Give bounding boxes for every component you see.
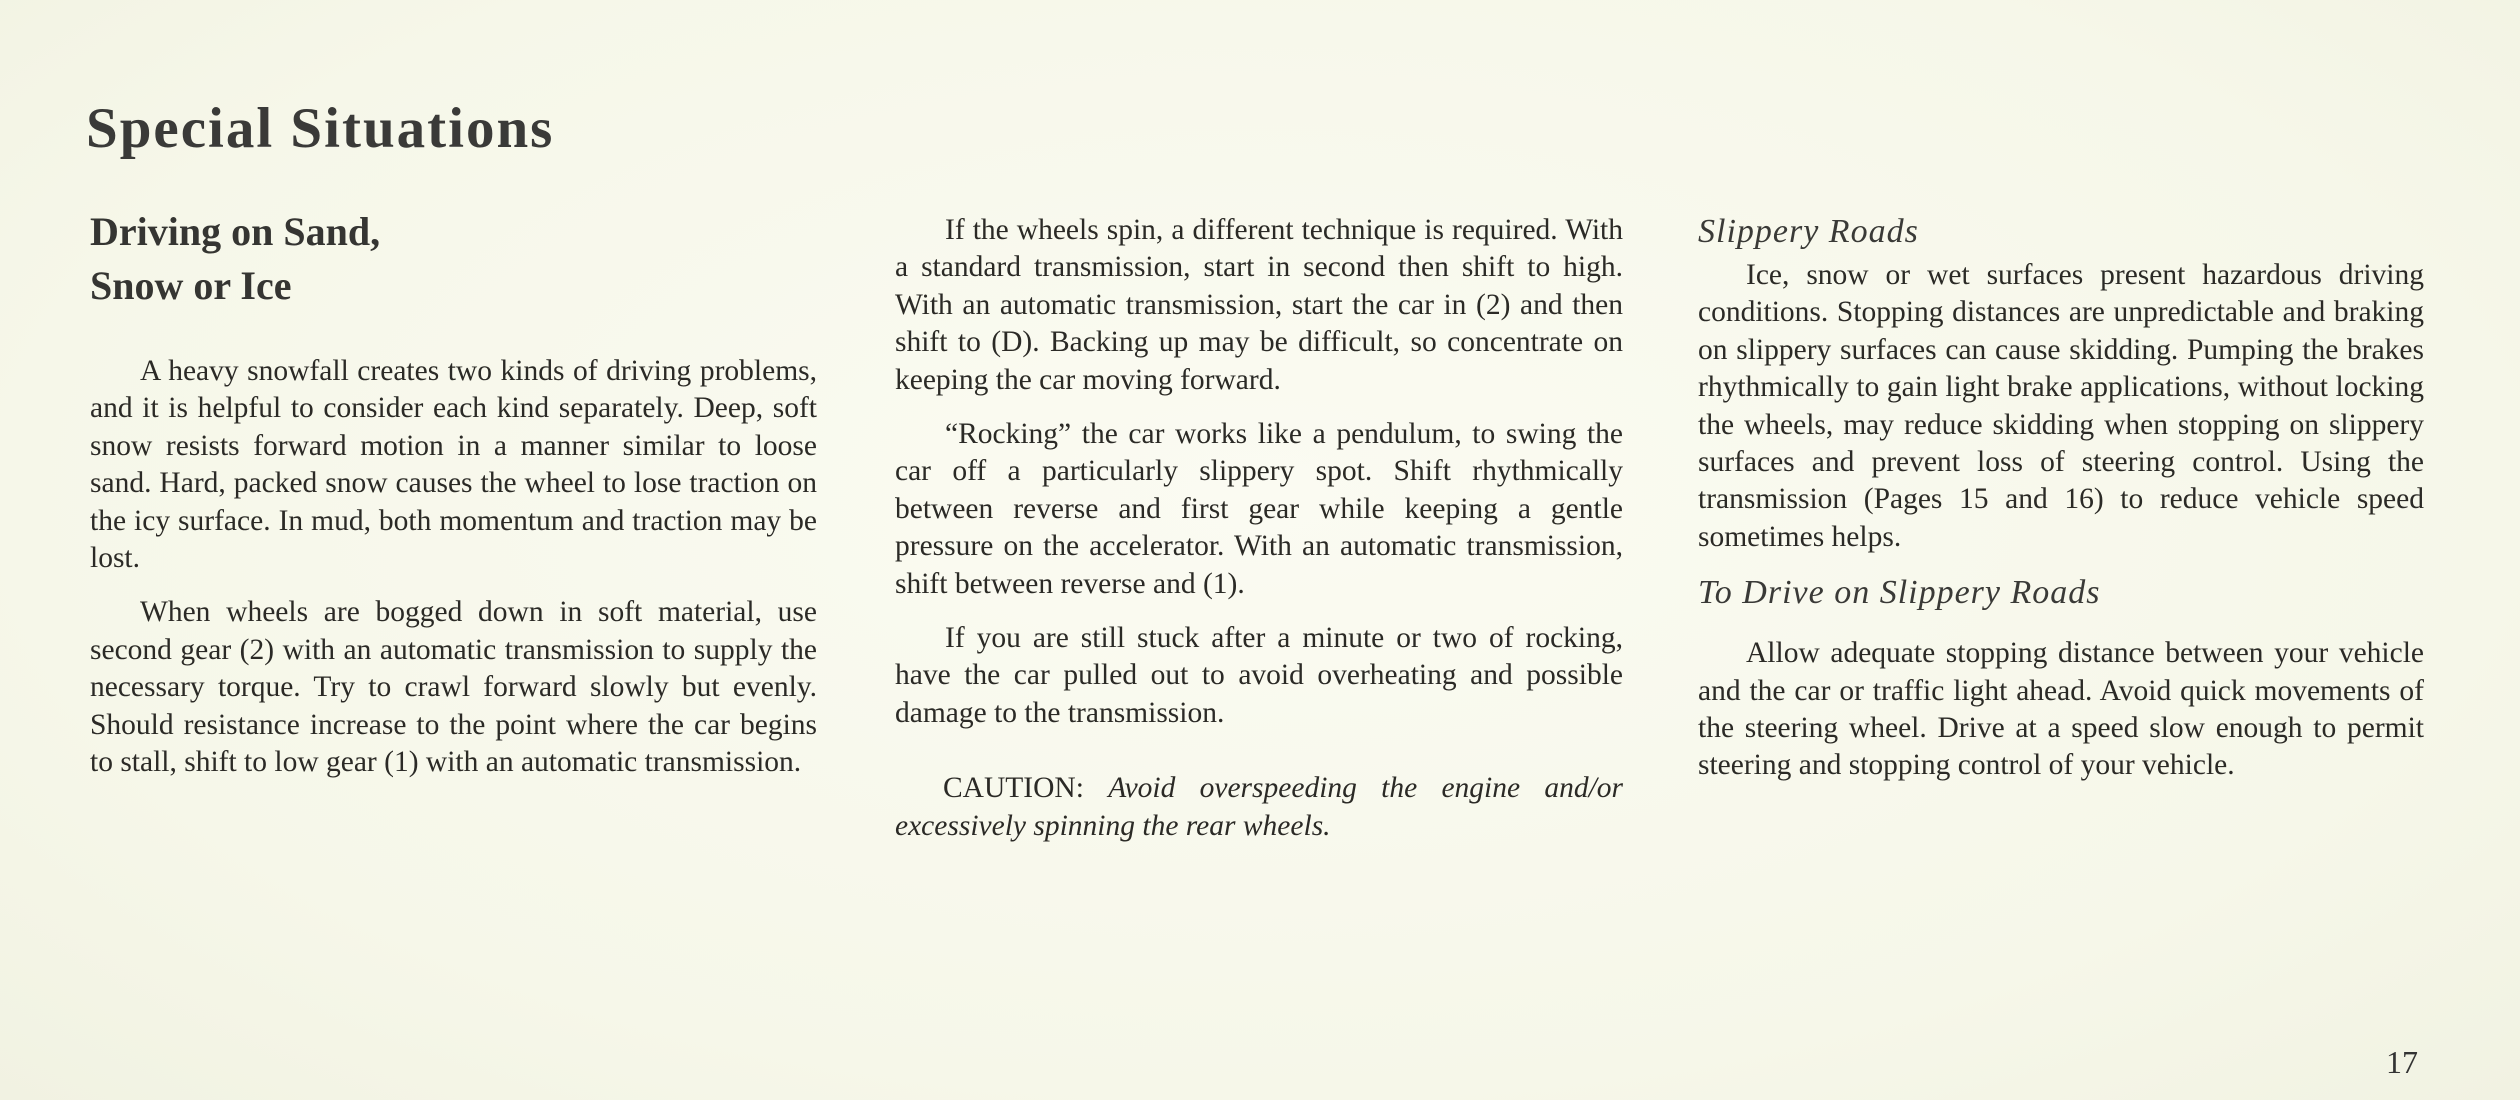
column-slippery-roads [1698,212,2424,802]
caution-note [895,770,1623,845]
section-heading [90,205,817,313]
column-wheels-spin [895,212,1623,862]
caution-label: CAUTION: [943,772,1084,805]
paragraph-wheels-spin: If the wheels spin, a different technique is required. With a standard transmission, start in second then shift to high. With an automatic transmission, start the car in (2) and then shift to (D). Backing up may be difficult, so concentrate on keeping the car moving forward. [895,214,1623,396]
section-heading-line-2: Snow or Ice [90,263,292,308]
column-driving-on-sand [90,205,817,798]
paragraph-bogged-down: When wheels are bogged down in soft material, use second gear (2) with an automatic transmission to supply the necessary torque. Try to crawl forward slowly but evenly. Should resistance increase to the point where the car begins to stall, shift to low gear (1) with an automatic transmission. [90,596,817,779]
subheading-slippery-roads: Slippery Roads [1698,213,1919,250]
paragraph-still-stuck: If you are still stuck after a minute or two of rocking, have the car pulled out to avoid overheating and possible damage to the transmission. [895,622,1623,729]
paragraph-slippery-roads: Ice, snow or wet surfaces present hazardous driving conditions. Stopping distances are unpredictable and braking on slippery surfaces can cause skidding. Pumping the brakes rhythmically to gain light brake applications, without locking the wheels, may reduce skidding when stopping on slippery surfaces and prevent loss of steering control. Using the transmission (Pages 15 and 16) to reduce vehicle speed sometimes helps. [1698,259,2424,553]
paragraph-snowfall: A heavy snowfall creates two kinds of driving problems, and it is helpful to consider each kind separately. Deep, soft snow resists forward motion in a manner similar to loose sand. Hard, packed snow causes the wheel to lose traction on the icy surface. In mud, both momentum and traction may be lost. [90,355,817,575]
paragraph-rocking: “Rocking” the car works like a pendulum, to swing the car off a particularly slippery spot. Shift rhythmically between reverse and first gear while keeping a gentle pressure on the accelerator. With an automatic transmission, shift between reverse and (1). [895,418,1623,600]
subheading-to-drive-on-slippery-roads: To Drive on Slippery Roads [1698,574,2101,612]
page-title: Special Situations [86,97,555,160]
page-number: 17 [2386,1044,2418,1080]
section-heading-line-1: Driving on Sand, [90,209,381,254]
paragraph-stopping-distance: Allow adequate stopping distance between your vehicle and the car or traffic light ahead. Avoid quick movements of the steering wheel. Drive at a speed slow enough to permit steering and stopping control of your vehicle. [1698,637,2424,782]
caution-text: Avoid overspeeding the engine and/or excessively spinning the rear wheels. [895,772,1623,842]
